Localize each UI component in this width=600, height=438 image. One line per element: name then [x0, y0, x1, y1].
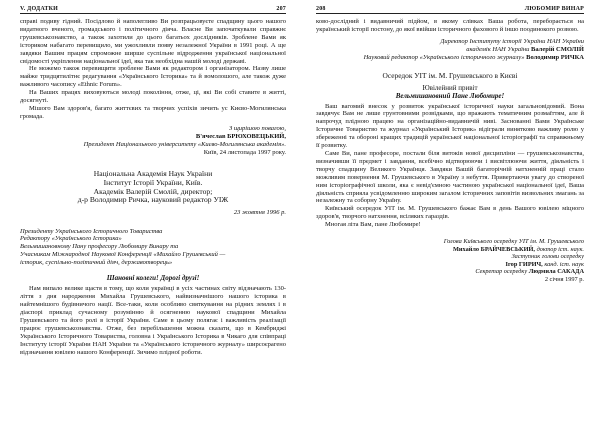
jubilee-greeting: Вельмишановний Пане Любомире!	[395, 91, 505, 100]
left-page-number: 207	[276, 6, 286, 12]
signatory-1-role-1: Директор Інституту історії України НАН України	[440, 37, 584, 45]
signature-name: В'ячеслав БРЮХОВЕЦЬКИЙ,	[195, 132, 286, 140]
intro-paragraph-1: справі подиву гідний. Посідлово й наполегливо Ви розпрацьовуєте спадщину цього нашого видатного вченого, громадського і політичного діяча. Власне Ви започаткували справжнє грушевськознавство, а також захотили до цього багатьох дослідників. Зроблене Вами як істориком набагато перевищило, ми ужохливли появу незалежної України в 1991 році. А ще завдяки Вашим працям спроможне ширше суспільне відродження української національної свідомості укріплення національної ідеї, яка так необхідна нашій молоді державі.	[20, 18, 286, 65]
jubilee-title: Ювілейний привіт	[422, 83, 478, 92]
intro-paragraph-3: На Ваших працях виховуються молоді покоління, отже, ці, які Ви собі ставите в житті, досягнуті.	[20, 89, 286, 105]
final-degree-2: канд. іст. наук	[544, 260, 584, 268]
letterhead-line-4: д-р Володимир Ричка, науковий редактор УІЖ	[77, 195, 229, 205]
signature-closing: З щирішою повагою,	[229, 124, 286, 132]
right-header-title: ЛЮБОМИР ВИНАР	[524, 6, 584, 12]
top-paragraph: ково-дослідний і видавничий підйом, в якому слівках Ваша робота, переборається на український історії постону, до якої ввійши історичного фахового й іншо поодинокого розвою.	[316, 18, 584, 33]
intro-paragraph-2: Не можемо також перевищити зроблене Вами як редактором і організатором. Назву лише майже тридцятилітнє редагування «Українського Історика» та й вомолошого, але також дуже важливого часопису «Ethnic Forum».	[20, 65, 286, 89]
body-paragraph: Нам випало велике щастя в тому, що коли українці в усіх частинах світу відзначають 130-ліття з дня народження Михайла Грушевського, найвизначнішого нашого історика в найтемнішого будівничого нації. Все-таки, коли особливо святкування на рідних землях і в діаспорі приклад сучасному розумінню й осягненню наукової спадщини Михайла Грушевського та його ролі в історії України. Саме в цьому полягає і важливість реалізації працює грушевськознавства. Отже, без перебільшення можна сказати, що в Кембриджі Українського Історичного Товариства, головна і Українського Історика в Чикаго для співпраці Інституту історії України НАН України та «Українського історичного журналу» ширсоєрагено відзначання ювілею нашого Конференції. Зичимо плідної роботи.	[20, 285, 286, 356]
letter-date: 23 жовтня 1996 р.	[233, 208, 286, 216]
final-name-1: Михайло БРАЙЧЕВСЬКИЙ,	[452, 245, 535, 253]
final-date: 2 січня 1997 р.	[544, 276, 584, 283]
jubilee-paragraph-1: Ваш вагомий внесок у розвиток української історичної науки загальновідомий. Вона завдячує Вам не лише грунтовними розвідками, що вражають тематичним розмаїттям, але й напрочуд плідною працею на організаційно-видавничій ниві. Заснованні Вами Українське Історичне Товариство та журнал «Український Історик» відіграли винятково важливу ролю у збереженні та обороні кращих традицій української національної історіографії та справжньому її розвитку.	[316, 102, 584, 150]
intro-paragraph-4: Мішого Вам здоров'я, багато життєвих та творчих успіхів зичить ус Києво-Могилянська громада.	[20, 104, 286, 120]
signatory-2-role: Науковий редактор «Українського історичного журналу»	[363, 53, 525, 61]
signature-place-date: Київ, 24 листопада 1997 року.	[203, 148, 286, 156]
signatory-1-name: Валерій СМОЛІЙ	[531, 45, 584, 53]
address-line-5: історик, суспільно-політичний діяч, державотворець»	[20, 258, 173, 266]
final-role-1: Голова Київського осередку УІТ ім. М. Грушевського	[443, 238, 584, 246]
final-role-3: Секретар осередку	[475, 268, 528, 276]
letterhead-line-2: Інститут Історії України, Київ.	[103, 178, 203, 187]
section-title: Осередок УІТ ім. М. Грушевського в Києві	[382, 70, 518, 80]
letterhead	[20, 170, 286, 204]
address-line-1: Президенту Українського Історичного Товариства	[20, 227, 163, 235]
final-name-2: Ігор ГИРИЧ,	[505, 260, 543, 268]
final-role-2: Заступник голови осередку	[511, 253, 584, 261]
signature-title: Президент Національного університету «Києво-Могилянська академія».	[83, 140, 286, 148]
final-name-3: Людмила САКАДА	[528, 268, 584, 276]
left-header-title: V. ДОДАТКИ	[20, 6, 59, 12]
letterhead-line-1: Національна Академія Наук України	[93, 169, 213, 179]
letter-greeting: Шановні колеги! Дорогі друзі!	[106, 274, 200, 283]
signatory-1-role-2: академік НАН України	[466, 45, 530, 53]
right-page	[302, 0, 600, 438]
right-page-number: 208	[316, 6, 326, 12]
right-running-header	[316, 6, 584, 14]
left-running-header	[20, 6, 286, 14]
jubilee-paragraph-3: Київський осередок УІТ ім. М. Грушевського бажає Вам в день Вашого ювілею міцного здоров'я, творчого натхнення, всіляких гараздів.	[316, 205, 584, 221]
address-block	[20, 228, 286, 267]
left-page	[0, 0, 298, 438]
letterhead-line-3: Академік Валерій Смолій, директор;	[93, 186, 213, 196]
final-signature-block	[316, 238, 584, 284]
address-line-3: Вельмишановному Пану професору Любомиру Винару та	[20, 243, 179, 251]
address-line-4: Учасникам Міжнародної Наукової Конференції «Михайло Грушевський —	[20, 250, 226, 258]
jubilee-paragraph-2: Саме Ви, пане професоре, постали біля витоків нової дисципліни — грушевськознавства, визначивши її предмет і завдання, всебічно відтворюючи і висвітлюючи життя, діяльність і творчу спадщину Великого Українця. Завдяки Вашій багаторічній натхненній праці стало можливим повернення М. Грушевського в Україну з небуття. Привертаючи увагу до створеної ним історіографічної школи, яка є невід'ємною частиною української національної ідеї, Ваша діяльність сприяла усвідомленню широким загалом історичних заповітів визвольних змагань за незалежну та соборну Україну.	[316, 149, 584, 205]
final-degree-1: доктор іст. наук.	[536, 245, 584, 253]
signatory-2-name: Володимир РИЧКА	[526, 53, 584, 61]
jubilee-paragraph-4: Многая літа Вам, пане Любомире!	[325, 221, 421, 229]
address-line-2: Редактору «Українського Історика»	[20, 235, 122, 243]
